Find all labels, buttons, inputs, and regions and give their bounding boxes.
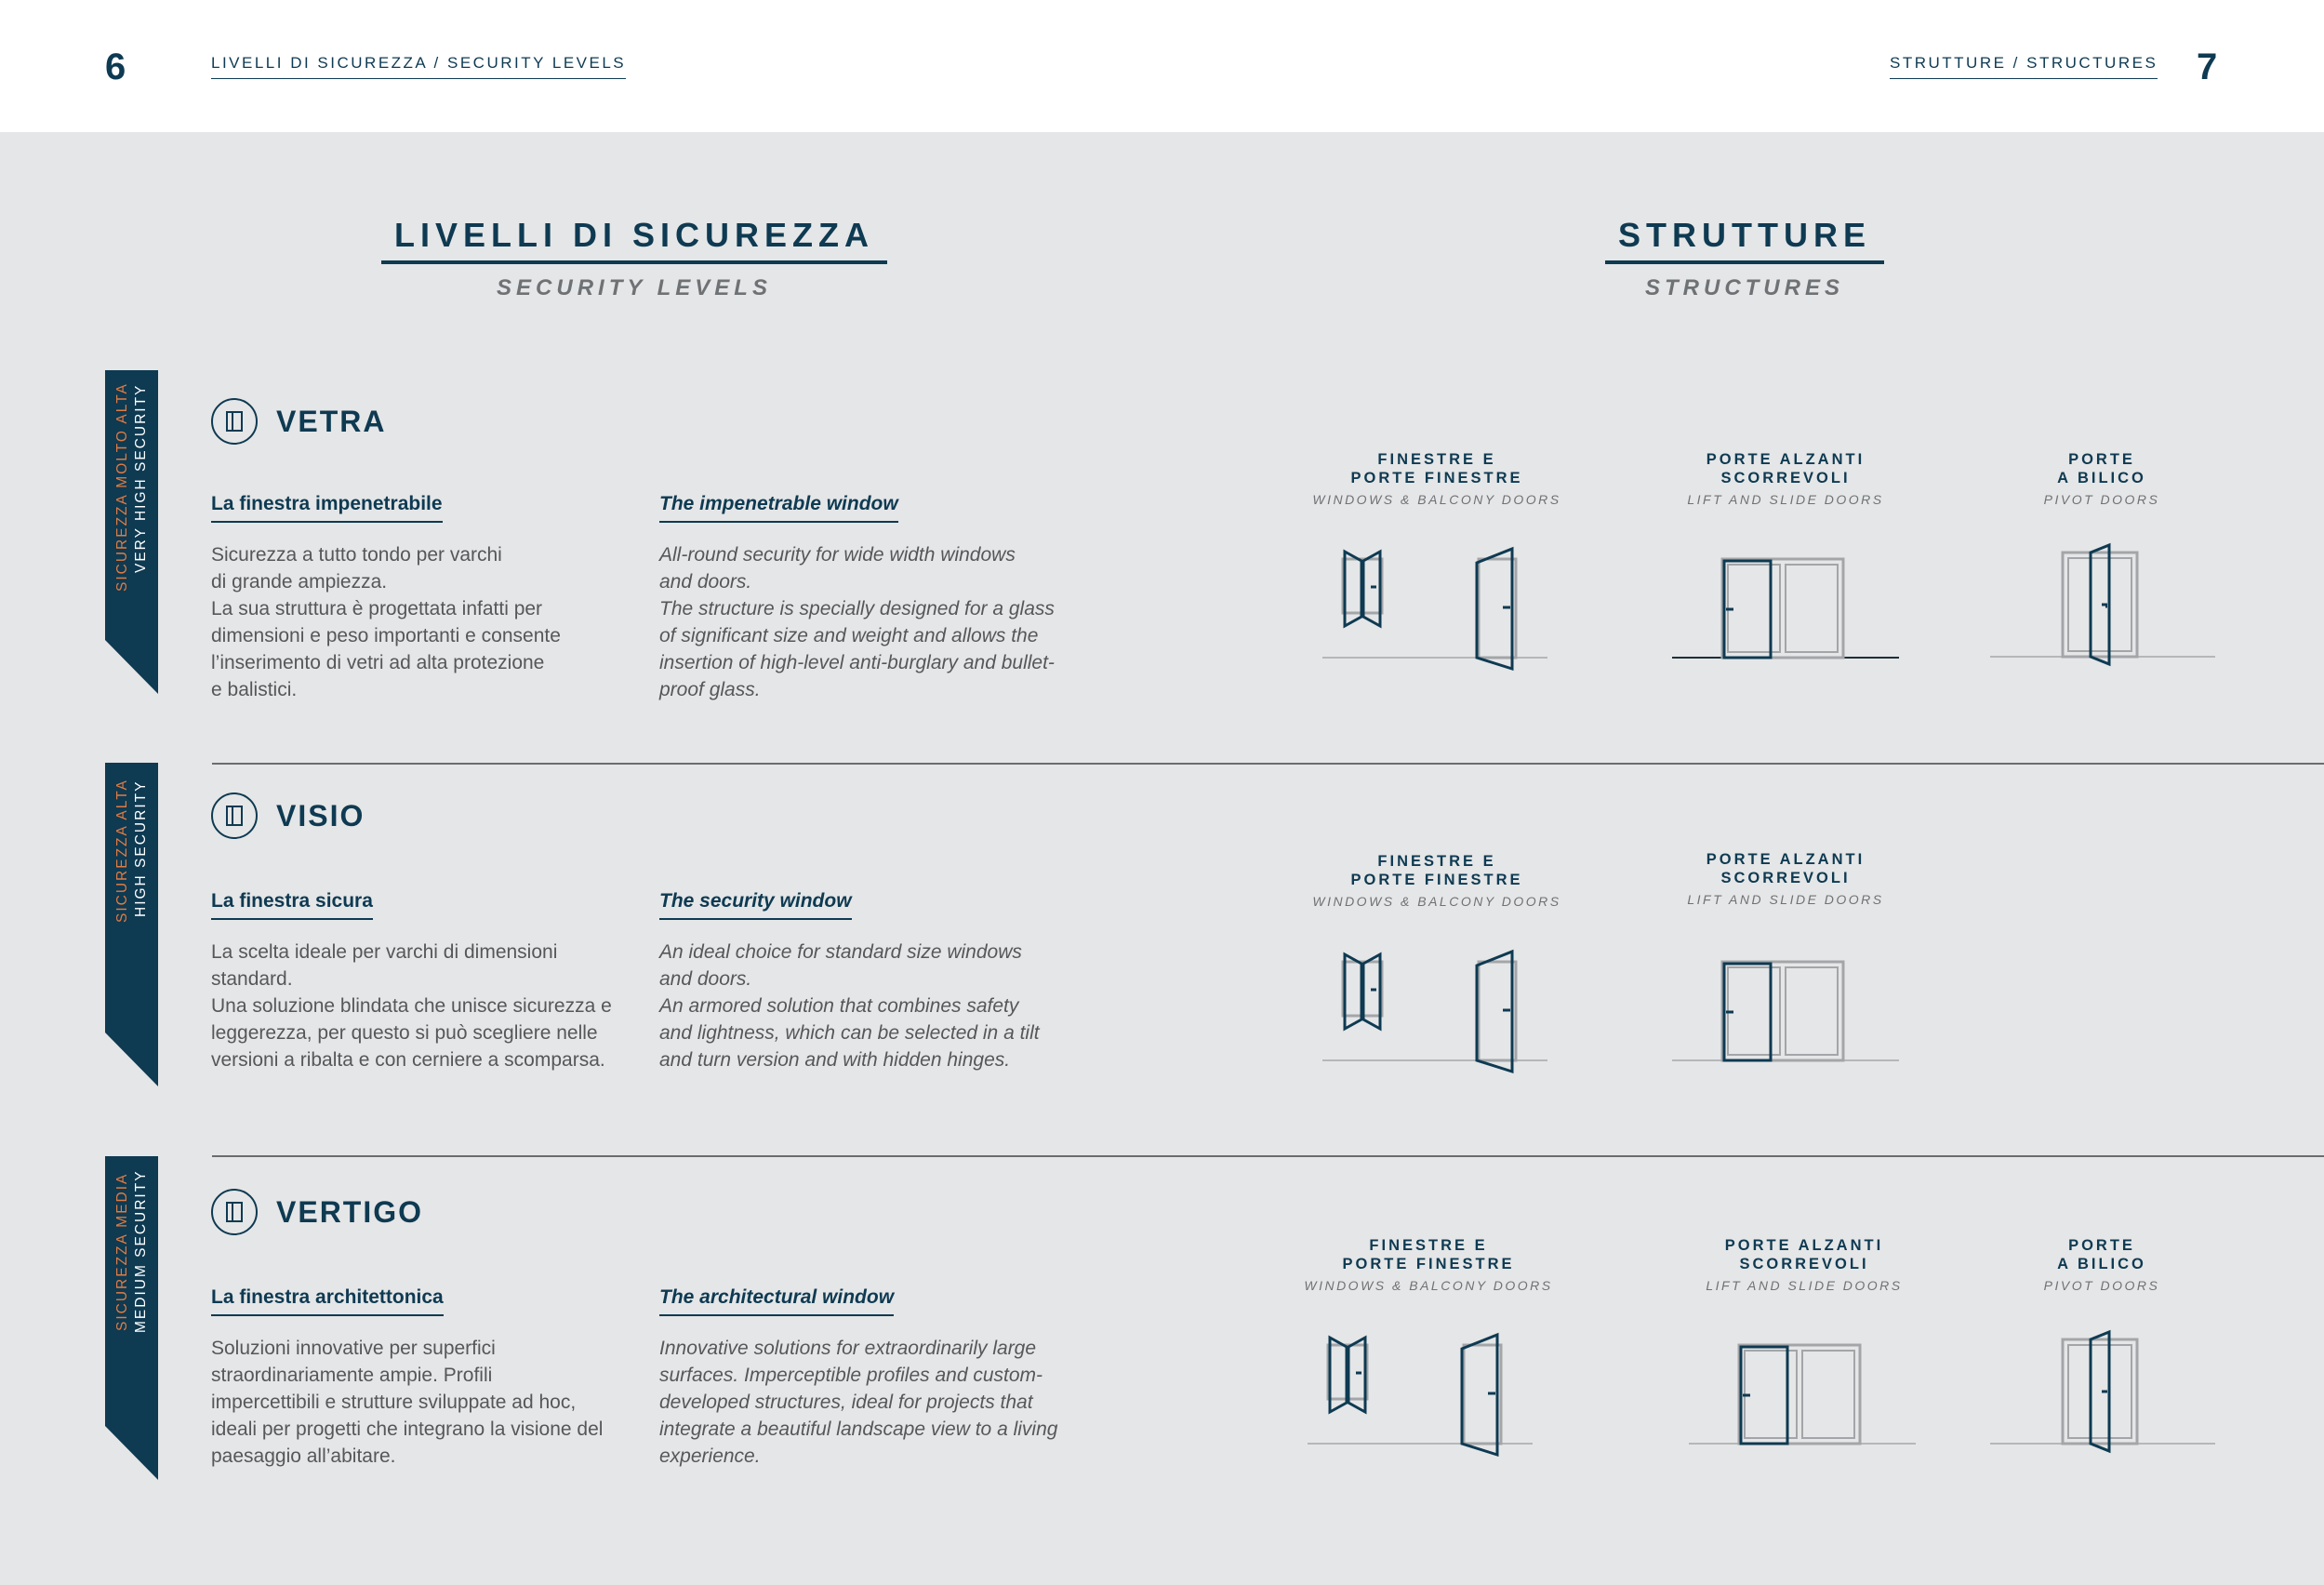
lift-and-slide-door-icon: [1687, 1339, 1919, 1451]
running-head-right: STRUTTURE / STRUCTURES: [1890, 54, 2158, 79]
subheading-en: The security window: [659, 890, 852, 920]
structure-windows: FINESTRE E PORTE FINESTRE WINDOWS & BALCONY DOORS: [1312, 451, 1561, 507]
security-ribbon-very-high: [105, 370, 158, 694]
right-column-title: STRUTTURE: [1605, 216, 1884, 264]
product-name: VISIO: [276, 798, 365, 832]
product-name: VERTIGO: [276, 1194, 424, 1229]
ribbon-label-en: MEDIUM SECURITY: [133, 1169, 149, 1333]
window-logo-icon: [211, 1189, 258, 1235]
ribbon-shape: [105, 1156, 158, 1480]
structure-lift-slide: PORTE ALZANTI SCORREVOLI LIFT AND SLIDE DOORS: [1687, 451, 1884, 507]
window-and-balcony-door-icon: [1319, 947, 1551, 1077]
subheading-en: The architectural window: [659, 1286, 894, 1316]
structure-windows: FINESTRE E PORTE FINESTRE WINDOWS & BALCONY DOORS: [1312, 853, 1561, 909]
page-header: [0, 0, 2324, 132]
description-en: All-round security for wide width windows and doors. The structure is specially designed for a glass of significant size and weight and allows the insertion of high-level anti-burglary and bullet- proof glass.: [659, 544, 1055, 700]
ribbon-label-it: SICUREZZA ALTA: [114, 779, 130, 923]
left-column-heading: [394, 216, 874, 301]
right-column-subtitle: STRUCTURES: [1644, 275, 1844, 300]
structure-lift-slide: PORTE ALZANTI SCORREVOLI LIFT AND SLIDE DOORS: [1706, 1237, 1903, 1293]
security-ribbon-high: [105, 763, 158, 1086]
section-divider: [212, 1155, 2324, 1157]
lift-and-slide-door-icon: [1670, 956, 1903, 1068]
description-it: Sicurezza a tutto tondo per varchi di grande ampiezza. La sua struttura è progettata infatti per dimensioni e peso importanti e consente l’inserimento di vetri ad alta protezione e balistici.: [211, 544, 561, 700]
description-en: Innovative solutions for extraordinarily large surfaces. Imperceptible profiles and custom- developed structures, ideal for projects that integrate a beautiful landscape view to a living experience.: [659, 1338, 1058, 1467]
right-column-heading: [1559, 216, 1931, 301]
ribbon-label-it: SICUREZZA MOLTO ALTA: [114, 382, 130, 592]
product-name: VETRA: [276, 404, 387, 438]
product-title-vertigo: [211, 1189, 423, 1235]
structure-windows: FINESTRE E PORTE FINESTRE WINDOWS & BALCONY DOORS: [1304, 1237, 1553, 1293]
left-column-title: LIVELLI DI SICUREZZA: [381, 216, 887, 264]
security-ribbon-medium: [105, 1156, 158, 1480]
subheading-it: La finestra impenetrabile: [211, 493, 443, 523]
structure-lift-slide: PORTE ALZANTI SCORREVOLI LIFT AND SLIDE DOORS: [1687, 851, 1884, 907]
description-en: An ideal choice for standard size windows and doors. An armored solution that combines safety and lightness, which can be selected in a tilt and turn version and with hidden hinges.: [659, 941, 1040, 1071]
section-divider: [212, 763, 2324, 765]
subheading-it: La finestra architettonica: [211, 1286, 444, 1316]
ribbon-shape: [105, 370, 158, 694]
window-and-balcony-door-icon: [1319, 544, 1551, 674]
subheading-en: The impenetrable window: [659, 493, 898, 523]
pivot-door-icon: [1986, 539, 2219, 674]
window-and-balcony-door-icon: [1304, 1330, 1536, 1460]
ribbon-shape: [105, 763, 158, 1086]
description-it: La scelta ideale per varchi di dimensioni standard. Una soluzione blindata che unisce sicurezza e leggerezza, per questo si può scegliere nelle versioni a ribalta e con cerniere a scomparsa.: [211, 941, 612, 1071]
ribbon-label-it: SICUREZZA MEDIA: [114, 1172, 130, 1331]
page-number-right: 7: [2197, 47, 2218, 87]
lift-and-slide-door-icon: [1670, 553, 1903, 665]
window-logo-icon: [211, 398, 258, 445]
ribbon-label-en: VERY HIGH SECURITY: [133, 383, 149, 573]
page-number-left: 6: [105, 47, 126, 87]
structure-pivot: PORTE A BILICO PIVOT DOORS: [2043, 1237, 2160, 1293]
pivot-door-icon: [1986, 1326, 2219, 1461]
product-title-visio: [211, 792, 365, 839]
ribbon-label-en: HIGH SECURITY: [133, 779, 149, 917]
window-logo-icon: [211, 792, 258, 839]
structure-pivot: PORTE A BILICO PIVOT DOORS: [2043, 451, 2160, 507]
running-head-left: LIVELLI DI SICUREZZA / SECURITY LEVELS: [211, 54, 626, 79]
left-column-subtitle: SECURITY LEVELS: [497, 275, 772, 300]
product-title-vetra: [211, 398, 386, 445]
subheading-it: La finestra sicura: [211, 890, 373, 920]
description-it: Soluzioni innovative per superfici straordinariamente ampie. Profili impercettibili e strutture sviluppate ad hoc, ideali per progetti che integrano la visione del paesaggio all’abitare.: [211, 1338, 604, 1467]
